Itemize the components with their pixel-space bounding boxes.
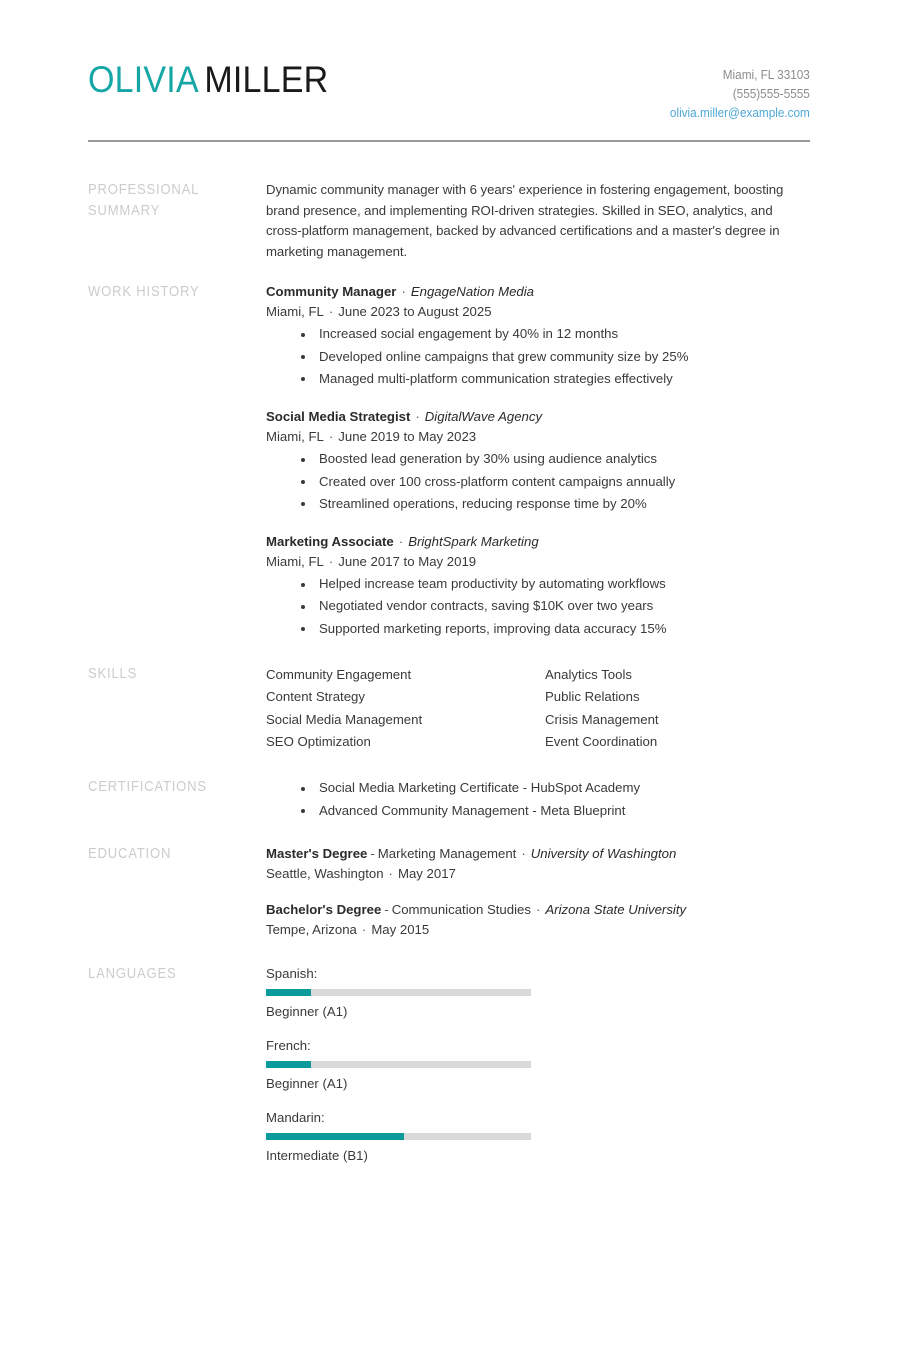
education-meta-separator: · xyxy=(361,921,367,937)
skills-column-right xyxy=(545,664,824,753)
job-heading xyxy=(266,282,810,302)
skill-item: Analytics Tools xyxy=(545,667,632,683)
skill-item: SEO Optimization xyxy=(266,733,371,749)
education-separator: · xyxy=(521,845,526,861)
job-bullet: Streamlined operations, reducing response time by 20% xyxy=(301,493,810,515)
section-label-education: EDUCATION xyxy=(88,845,172,862)
skills-grid xyxy=(266,664,810,753)
certification-item: Advanced Community Management - Meta Blueprint xyxy=(301,800,810,822)
language-level: Beginner (A1) xyxy=(266,1003,348,1019)
job-meta-separator: · xyxy=(328,304,334,320)
section-label-work-history: WORK HISTORY xyxy=(88,284,200,301)
language-proficiency-fill xyxy=(266,1133,404,1140)
candidate-name xyxy=(88,58,328,102)
section-education xyxy=(88,822,810,940)
language-name: Spanish: xyxy=(266,965,318,981)
skill-item: Community Engagement xyxy=(266,667,412,683)
language-item xyxy=(266,1036,545,1094)
section-languages xyxy=(88,940,810,1180)
section-certifications xyxy=(88,753,810,822)
job-bullet: Helped increase team productivity by automating workflows xyxy=(301,573,810,595)
job-location: Miami, FL xyxy=(266,304,324,320)
contact-info xyxy=(670,58,810,123)
education-dash: - xyxy=(370,845,375,861)
job-company: DigitalWave Agency xyxy=(424,409,543,425)
job-bullet: Boosted lead generation by 30% using audience analytics xyxy=(301,448,810,470)
section-body-certifications xyxy=(266,777,810,822)
language-level: Beginner (A1) xyxy=(266,1075,348,1091)
section-body-summary xyxy=(266,180,810,262)
education-entry xyxy=(266,844,810,884)
education-location: Tempe, Arizona xyxy=(266,921,357,937)
first-name: OLIVIA xyxy=(88,59,199,100)
skill-item: Public Relations xyxy=(545,689,640,705)
job-entry xyxy=(266,532,810,640)
job-meta xyxy=(266,552,810,572)
section-label-certifications: CERTIFICATIONS xyxy=(88,779,207,796)
job-location: Miami, FL xyxy=(266,554,324,570)
job-dates: June 2023 to August 2025 xyxy=(338,304,492,320)
language-proficiency-fill xyxy=(266,1061,311,1068)
language-level: Intermediate (B1) xyxy=(266,1147,368,1163)
education-dash: - xyxy=(384,901,389,917)
language-proficiency-bar xyxy=(266,989,531,996)
language-proficiency-bar xyxy=(266,1061,531,1068)
section-label-skills: SKILLS xyxy=(88,666,138,683)
job-bullet: Developed online campaigns that grew community size by 25% xyxy=(301,346,810,368)
job-title: Community Manager xyxy=(266,284,397,300)
skill-item: Social Media Management xyxy=(266,711,423,727)
job-entry xyxy=(266,282,810,390)
job-title: Marketing Associate xyxy=(266,534,394,550)
resume-body xyxy=(0,142,900,1180)
job-title: Social Media Strategist xyxy=(266,409,411,425)
job-bullet-list xyxy=(266,448,810,515)
education-date: May 2015 xyxy=(371,921,430,937)
job-dates: June 2017 to May 2019 xyxy=(338,554,477,570)
education-date: May 2017 xyxy=(397,865,456,881)
job-meta-separator: · xyxy=(328,429,334,445)
education-meta-separator: · xyxy=(388,865,393,881)
job-bullet-list xyxy=(266,573,810,640)
education-school: University of Washington xyxy=(530,845,677,861)
education-meta xyxy=(266,864,810,884)
language-proficiency-fill xyxy=(266,989,311,996)
last-name: MILLER xyxy=(204,59,329,100)
education-degree: Master's Degree xyxy=(266,845,368,861)
job-location: Miami, FL xyxy=(266,429,324,445)
education-field: Marketing Management xyxy=(377,845,517,861)
job-dates: June 2019 to May 2023 xyxy=(338,429,477,445)
certification-list xyxy=(266,777,810,822)
education-location: Seattle, Washington xyxy=(266,865,384,881)
section-label-summary: PROFESSIONAL SUMMARY xyxy=(88,182,199,219)
section-body-languages xyxy=(266,964,810,1180)
education-entry xyxy=(266,900,810,940)
job-separator: · xyxy=(401,284,406,300)
education-degree: Bachelor's Degree xyxy=(266,901,382,917)
education-meta xyxy=(266,920,810,940)
job-heading xyxy=(266,407,810,427)
skill-item: Crisis Management xyxy=(545,711,659,727)
skill-item: Event Coordination xyxy=(545,733,658,749)
education-heading xyxy=(266,844,810,864)
job-company: BrightSpark Marketing xyxy=(408,534,539,550)
job-bullet: Increased social engagement by 40% in 12 months xyxy=(301,323,810,345)
certification-item: Social Media Marketing Certificate - HubSpot Academy xyxy=(301,777,810,799)
summary-text: Dynamic community manager with 6 years' experience in fostering engagement, boosting brand presence, and implementing ROI-driven strategies. Skilled in SEO, analytics, and cross-platform management, backed by advanced certifications and a master's degree in marketing management. xyxy=(266,182,784,259)
job-bullet: Managed multi-platform communication strategies effectively xyxy=(301,368,810,390)
job-meta xyxy=(266,427,810,447)
job-entry xyxy=(266,407,810,515)
section-label-languages: LANGUAGES xyxy=(88,965,177,982)
contact-phone[interactable]: (555)555-5555 xyxy=(732,87,810,101)
skill-item: Content Strategy xyxy=(266,689,365,705)
language-proficiency-bar xyxy=(266,1133,531,1140)
education-field: Communication Studies xyxy=(391,901,531,917)
job-company: EngageNation Media xyxy=(410,284,535,300)
job-bullet-list xyxy=(266,323,810,390)
job-bullet: Supported marketing reports, improving data accuracy 15% xyxy=(301,618,810,640)
language-name: French: xyxy=(266,1037,311,1053)
section-skills xyxy=(88,640,810,753)
section-body-education xyxy=(266,844,810,940)
section-body-work-history xyxy=(266,282,810,640)
language-item xyxy=(266,964,545,1022)
job-bullet: Created over 100 cross-platform content campaigns annually xyxy=(301,471,810,493)
job-heading xyxy=(266,532,810,552)
job-separator: · xyxy=(398,534,404,550)
job-meta-separator: · xyxy=(328,554,334,570)
education-separator: · xyxy=(535,901,541,917)
contact-email[interactable]: olivia.miller@example.com xyxy=(670,106,810,120)
language-item xyxy=(266,1108,545,1166)
section-professional-summary xyxy=(88,142,810,262)
education-school: Arizona State University xyxy=(545,901,687,917)
education-heading xyxy=(266,900,810,920)
languages-grid xyxy=(266,964,810,1180)
language-name: Mandarin: xyxy=(266,1109,325,1125)
section-body-skills xyxy=(266,664,810,753)
skills-column-left xyxy=(266,664,545,753)
contact-address: Miami, FL 33103 xyxy=(722,68,810,82)
job-separator: · xyxy=(415,409,420,425)
job-bullet: Negotiated vendor contracts, saving $10K over two years xyxy=(301,595,810,617)
resume-header xyxy=(0,0,900,123)
job-meta xyxy=(266,302,810,322)
section-work-history xyxy=(88,262,810,640)
